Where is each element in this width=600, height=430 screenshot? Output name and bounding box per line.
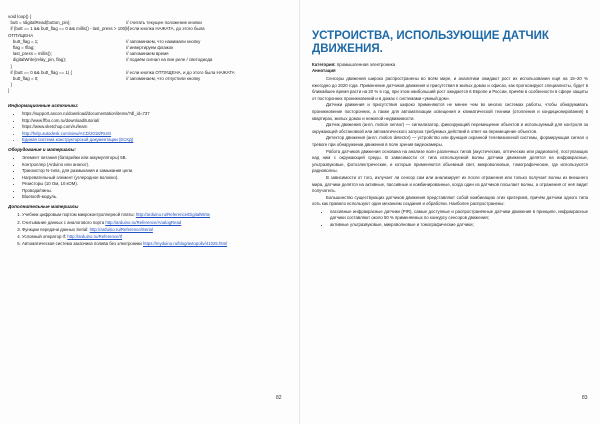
extra-materials-list: [8, 212, 288, 247]
sources-heading: Информационные источники:: [8, 103, 79, 109]
source-item: • https://www.sketchup.com/ru/learn: [22, 124, 288, 130]
article-paragraph: Датчики движения и присутствия широко применяются не менее чем во многих системах работы, чтобы обнаруживать проникновение посторонних, а также для автоматизации освещения и климатической техники (отопления и кондиционирования) в квартирах, жилых домах и нежилой недвижимости.: [312, 102, 588, 121]
reference-link[interactable]: http://arduino.ru/Reference/AnalogRead: [105, 219, 182, 225]
equipment-list: [8, 155, 288, 200]
code-text: ОТПУЩЕНА: [8, 32, 34, 38]
reference-item: [22, 234, 288, 240]
article-paragraph: Большинство существующих датчиков движения представляют собой комбинацию этих критериев, причём датчики одного типа хоть как правило используют один механизм создания и обработки. Наиболее распространены:: [312, 194, 588, 207]
sensor-type-item: • пассивные инфракрасные датчики (PIR), самые доступные и распространённые датчики движения в принципе, инфракрасные датчики составляют около 50 % применяемых по конкурсу сенсоров движения;: [330, 209, 588, 222]
source-item[interactable]: • http://help.autodesk.com/view/ACD/2018/RUS/: [22, 131, 288, 137]
code-comment: // подаём сигнал на пин реле / светодиода: [126, 57, 213, 63]
reference-link[interactable]: https://myduino.ru/blog/avtopoliv/41025.html: [143, 241, 228, 247]
category-label: Категория:: [312, 62, 336, 67]
reference-item: [22, 227, 288, 233]
code-text: butt_flag = 0;: [8, 75, 39, 81]
reference-text: Условный оператор If:: [22, 233, 68, 239]
equipment-item: • Bluetooth-модуль.: [22, 194, 288, 200]
code-comment: // запоминаем, что нажимали кнопку: [126, 38, 201, 44]
code-comment: // запоминаем время: [126, 51, 169, 57]
reference-text: Учебник цифровым портом микроконтроллерной платы:: [22, 212, 136, 218]
code-comment: // инвертируем флажок: [126, 44, 174, 50]
code-comment: // запоминаем, что отпустили кнопку: [126, 75, 201, 81]
sources-list: [8, 111, 288, 143]
code-text: }: [8, 82, 12, 88]
code-comment: // считать текущее положение кнопки: [126, 20, 202, 26]
article-paragraph: В зависимости от того, излучает ли сенсор сам или анализирует их после отражения или только получает волны из внешнего мира, датчики делятся на активные, пассивные и комбинированные, когда один из датчиков посылает волны, а отражения от неё видит получатель.: [312, 174, 588, 194]
equipment-item: • Элемент питания (батарейки или аккумуляторы) 5В.: [22, 155, 288, 161]
code-text: last_press = millis();: [8, 51, 52, 57]
code-text: flag = !flag;: [8, 44, 35, 50]
code-comment: // если кнопка НАЖАТА, до этого была: [126, 26, 205, 32]
code-text: digitalWrite(relay_pin, flag);: [8, 57, 66, 63]
article-title: УСТРОЙСТВА, ИСПОЛЬЗУЮЩИЕ ДАТЧИК ДВИЖЕНИЯ.: [312, 30, 549, 55]
article-paragraph: Датчик движения (англ. motion sensor) — сигнализатор, фиксирующий перемещение объектов и используемый для контроля за окружающей обстановкой или автоматического запуска требуемых действий в ответ на перемещение объектов.: [312, 122, 588, 134]
reference-item: [22, 212, 288, 218]
page-gutter: [299, 0, 300, 424]
page-number-right: 83: [582, 395, 588, 401]
right-page: [312, 30, 588, 430]
code-listing: [8, 14, 288, 94]
article-paragraph: Сенсоры движения широко распространены во всём мире, и аналитики ожидают рост их использования ещё на 15–20 % ежегодно до 2020 года. Применение датчиков движения и присутствия в жилых домах и офисах, как прогнозируют специалисты, будет в ближайшее время расти на 20 % в год, при этом наибольший рост ожидается в Европе и России, причём в особенности в сфере защиты от посторонних проникновений и в домах с системами «умный дом».: [312, 76, 588, 101]
code-text: butt = !digitalRead(button_pin);: [8, 20, 71, 26]
source-item: • http://www.ffbo.com.ru/download/tutorial/: [22, 118, 288, 124]
code-text: butt_flag = 1;: [8, 38, 39, 44]
sensor-type-item: • активные ультразвуковые, микроволновые и томографические датчики;: [330, 222, 588, 228]
reference-link[interactable]: http://arduino.ru/Reference/DigitalWrite: [135, 212, 211, 218]
annotation-label: Аннотация: [312, 68, 336, 73]
equipment-item: • Контроллер (Arduino или аналог).: [22, 162, 288, 168]
page-number-left: 82: [276, 395, 282, 401]
equipment-heading: Оборудование и материалы:: [8, 147, 76, 153]
code-text: }: [8, 88, 10, 94]
equipment-item: • Транзистор N-типа, для размыкания и замыкания цепи.: [22, 168, 288, 174]
reference-text: Автоматическая система заказчика полива без электроники: [22, 241, 144, 247]
code-comment: // если кнопка ОТПУЩЕНА, и до этого была НАЖАТА: [126, 69, 235, 75]
equipment-item: • Нагревательный элемент (углеродное волокно).: [22, 175, 288, 181]
reference-text: Считывание данных с аналогового порта: [22, 219, 106, 225]
reference-item: [22, 220, 288, 226]
equipment-item: • Резисторы (10 Ом, 10 кОМ).: [22, 181, 288, 187]
reference-link[interactable]: http://arduino.ru/Reference/If: [67, 233, 123, 239]
source-item: • https://support.ascon.ru/download/documentation/items/?dl_id=737: [22, 111, 288, 117]
source-item[interactable]: • Единая система конструкторской документации (ЕСКД): [22, 137, 288, 143]
article-paragraph: Детектор движения (англ. motion detector) — устройство или функция охранной телевизионной системы, формирующая сигнал о тревоге при обнаружении движения в поле зрения видеокамеры.: [312, 135, 588, 147]
reference-link[interactable]: http://arduino.ru/Reference/Serial: [89, 226, 153, 232]
category-value: промышленная электроника: [336, 62, 396, 67]
article-body: [312, 76, 588, 208]
extra-materials-heading: Дополнительные материалы: [8, 204, 79, 210]
sensor-types-list: [312, 209, 588, 228]
equipment-item: • Провода/пины.: [22, 188, 288, 194]
code-line: [8, 88, 288, 94]
code-text: void loop() {: [8, 14, 32, 19]
left-page: [8, 14, 288, 414]
code-text: if (butt == 1 && butt_flag == 0 && millis() - last_press > 100) {: [8, 26, 130, 32]
code-text: if (butt == 0 && butt_flag == 1) {: [8, 69, 72, 75]
reference-item: [22, 241, 288, 247]
code-text: }: [8, 63, 12, 69]
article-paragraph: Работа датчиков движения основана на анализе волн различных типов (акустических, оптических или радиоволн), поступающих над ним с окружающей среды. В зависимости от типа используемой волны датчики движения делятся на инфракрасные, ультразвуковые, фотоэлектрические, и которые применяются объемный свет, микроволновые, томографические, где используются радиоволны.: [312, 148, 588, 174]
reference-text: Функции передачи данных Serial:: [22, 226, 90, 232]
